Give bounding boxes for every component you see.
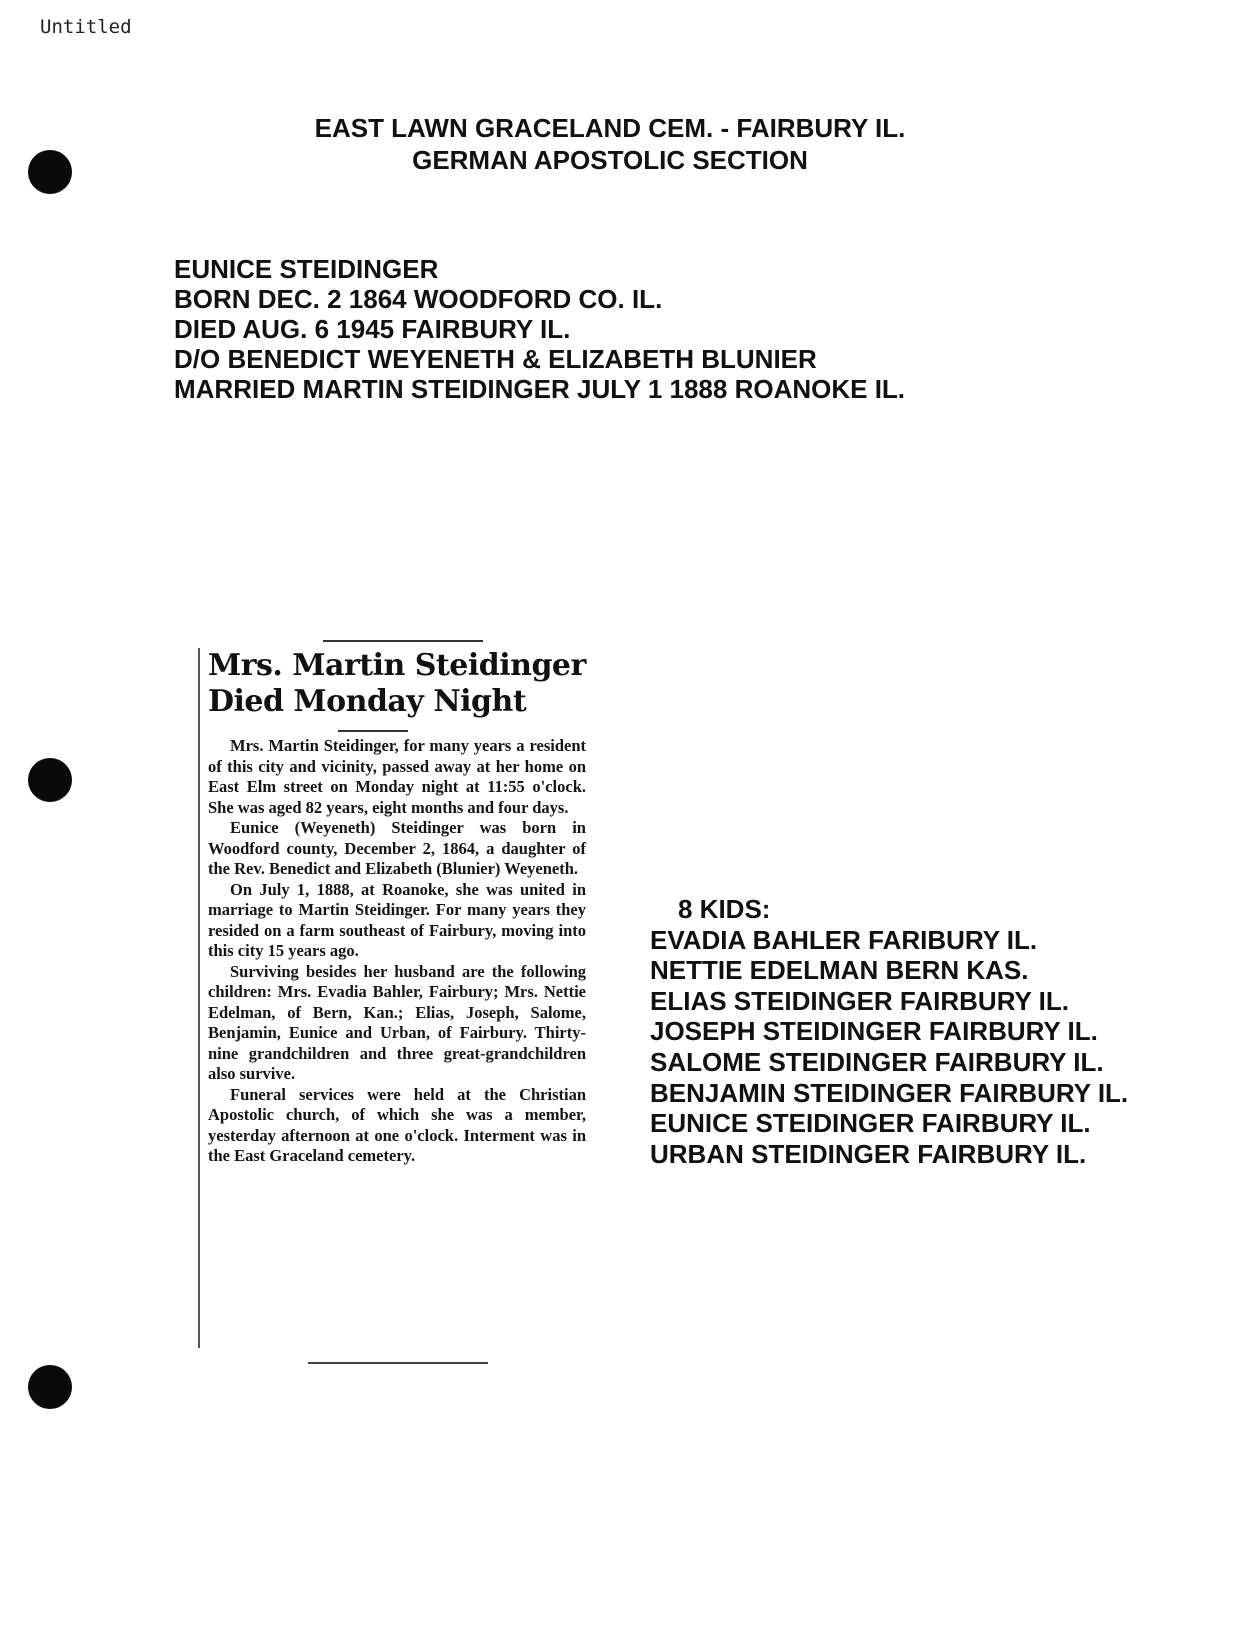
children-list <box>650 894 1128 1169</box>
cemetery-name: EAST LAWN GRACELAND CEM. - FAIRBURY IL. <box>314 113 906 143</box>
child-item: SALOME STEIDINGER FAIRBURY IL. <box>650 1046 1104 1077</box>
vital-records <box>174 254 905 404</box>
headline-line-1: Mrs. Martin Steidinger <box>208 648 586 683</box>
obituary-paragraph: Surviving besides her husband are the following children: Mrs. Evadia Bahler, Fairbury; Mrs. Nettie Edelman, of Bern, Kan.; Elias, Joseph, Salome, Benjamin, Eunice and Urban, of Fairbury. Thirty-nine grandchildren and three great-grandchildren also survive. <box>208 961 586 1083</box>
obituary-paragraph: Mrs. Martin Steidinger, for many years a resident of this city and vicinity, passed away at her home on East Elm street on Monday night at 11:55 o'clock. She was aged 82 years, eight months and four days. <box>208 736 586 817</box>
person-name: EUNICE STEIDINGER <box>174 254 439 284</box>
birth-record: BORN DEC. 2 1864 WOODFORD CO. IL. <box>174 284 663 314</box>
child-item: BENJAMIN STEIDINGER FAIRBURY IL. <box>650 1077 1129 1108</box>
child-item: EUNICE STEIDINGER FAIRBURY IL. <box>650 1108 1091 1139</box>
death-record: DIED AUG. 6 1945 FAIRBURY IL. <box>174 314 571 344</box>
headline-divider <box>338 730 408 732</box>
obituary-paragraph: Eunice (Weyeneth) Steidinger was born in Woodford county, December 2, 1864, a daughter of the Rev. Benedict and Elizabeth (Blunier) Weyeneth. <box>208 818 586 878</box>
headline-line-2: Died Monday Night <box>208 684 527 719</box>
child-item: JOSEPH STEIDINGER FAIRBURY IL. <box>650 1016 1098 1047</box>
obituary-headline <box>208 648 586 720</box>
cemetery-header <box>200 112 1020 176</box>
marriage-record: MARRIED MARTIN STEIDINGER JULY 1 1888 ROANOKE IL. <box>174 374 906 404</box>
clipping-column-rule <box>198 648 200 1348</box>
obituary-paragraph: On July 1, 1888, at Roanoke, she was united in marriage to Martin Steidinger. For many years they resided on a farm southeast of Fairbury, moving into this city 15 years ago. <box>208 879 586 960</box>
clipping-top-rule <box>323 640 483 642</box>
document-title: Untitled <box>40 16 132 38</box>
obituary-paragraph: Funeral services were held at the Christian Apostolic church, of which she was a member, yesterday afternoon at one o'clock. Interment was in the East Graceland cemetery. <box>208 1084 586 1165</box>
parents-record: D/O BENEDICT WEYENETH & ELIZABETH BLUNIER <box>174 344 817 374</box>
child-item: ELIAS STEIDINGER FAIRBURY IL. <box>650 985 1069 1016</box>
punch-hole-bottom <box>28 1365 72 1409</box>
obituary-clipping <box>198 640 594 1380</box>
children-heading: 8 KIDS: <box>678 894 771 924</box>
clipping-bottom-rule <box>308 1362 488 1364</box>
punch-hole-top <box>28 150 72 194</box>
child-item: URBAN STEIDINGER FAIRBURY IL. <box>650 1138 1087 1169</box>
cemetery-section: GERMAN APOSTOLIC SECTION <box>412 145 808 175</box>
child-item: NETTIE EDELMAN BERN KAS. <box>650 955 1029 986</box>
obituary-body <box>208 736 586 1167</box>
child-item: EVADIA BAHLER FARIBURY IL. <box>650 924 1038 955</box>
punch-hole-middle <box>28 758 72 802</box>
